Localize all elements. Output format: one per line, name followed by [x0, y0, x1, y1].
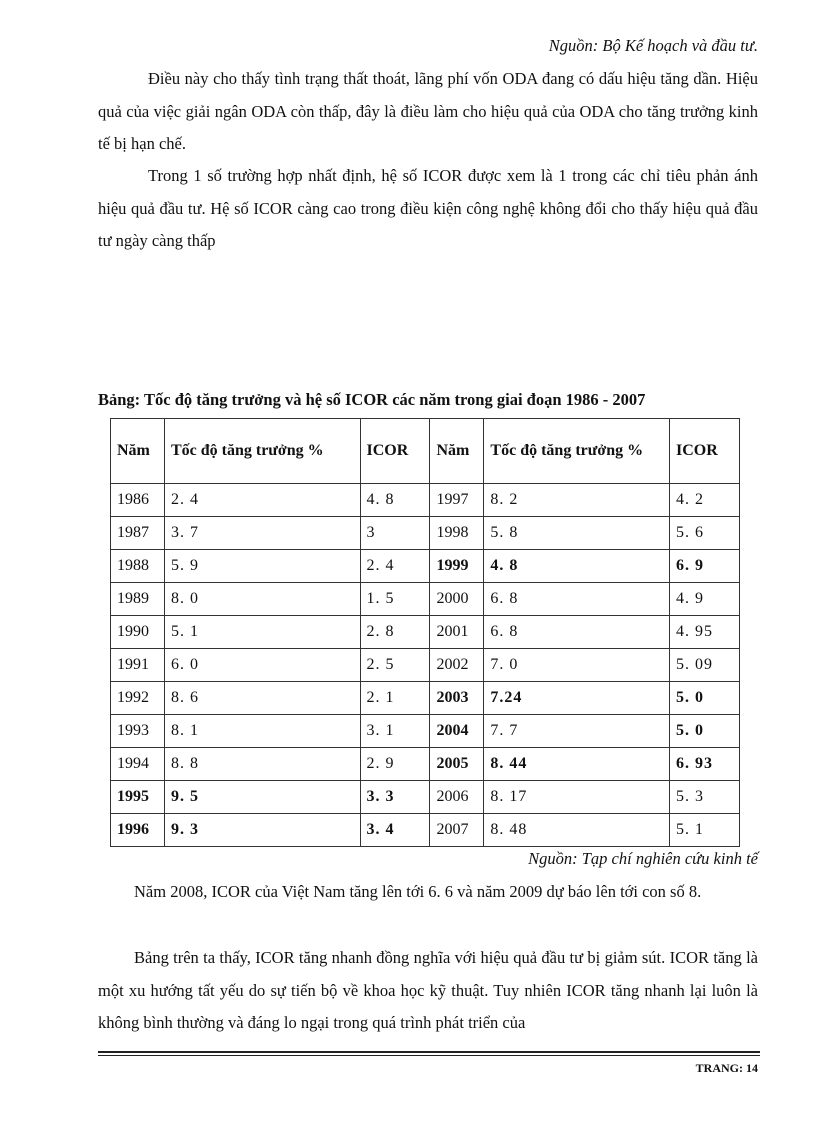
- cell-growth: 8. 8: [164, 748, 360, 781]
- cell-growth: 8. 17: [484, 781, 670, 814]
- cell-icor: 6. 93: [670, 748, 740, 781]
- cell-icor: 3. 4: [360, 814, 430, 847]
- cell-growth: 8. 6: [164, 682, 360, 715]
- cell-icor: 2. 8: [360, 616, 430, 649]
- cell-growth: 6. 0: [164, 649, 360, 682]
- paragraph-icor: Trong 1 số trường hợp nhất định, hệ số ICOR được xem là 1 trong các chỉ tiêu phản ánh hiệu quả đầu tư. Hệ số ICOR càng cao trong điều kiện công nghệ không đổi cho thấy hiệu quả đầu tư ngày càng thấp: [98, 166, 758, 250]
- cell-growth: 8. 1: [164, 715, 360, 748]
- cell-year: 1997: [430, 484, 484, 517]
- cell-icor: 4. 9: [670, 583, 740, 616]
- cell-growth: 7. 0: [484, 649, 670, 682]
- table-row: [111, 682, 740, 715]
- cell-growth: 8. 48: [484, 814, 670, 847]
- cell-growth: 2. 4: [164, 484, 360, 517]
- page-number: TRANG: 14: [695, 1061, 758, 1075]
- cell-icor: 4. 8: [360, 484, 430, 517]
- cell-growth: 5. 9: [164, 550, 360, 583]
- cell-year: 1989: [111, 583, 165, 616]
- cell-year: 1990: [111, 616, 165, 649]
- cell-growth: 5. 8: [484, 517, 670, 550]
- cell-year: 1998: [430, 517, 484, 550]
- cell-icor: 5. 0: [670, 715, 740, 748]
- cell-icor: 2. 9: [360, 748, 430, 781]
- table-row: [111, 550, 740, 583]
- cell-icor: 2. 5: [360, 649, 430, 682]
- cell-icor: 5. 1: [670, 814, 740, 847]
- cell-growth: 7. 7: [484, 715, 670, 748]
- table-row: [111, 616, 740, 649]
- cell-icor: 4. 2: [670, 484, 740, 517]
- header-source: Nguồn: Bộ Kế hoạch và đầu tư.: [548, 36, 758, 55]
- cell-year: 2007: [430, 814, 484, 847]
- table-row: [111, 583, 740, 616]
- cell-growth: 6. 8: [484, 616, 670, 649]
- cell-icor: 5. 6: [670, 517, 740, 550]
- cell-year: 1992: [111, 682, 165, 715]
- cell-icor: 3. 1: [360, 715, 430, 748]
- table-row: [111, 748, 740, 781]
- footer-rule: [98, 1051, 760, 1053]
- cell-year: 2003: [430, 682, 484, 715]
- cell-year: 2004: [430, 715, 484, 748]
- cell-year: 2000: [430, 583, 484, 616]
- table-row: [111, 814, 740, 847]
- cell-icor: 4. 95: [670, 616, 740, 649]
- cell-year: 1996: [111, 814, 165, 847]
- cell-year: 1987: [111, 517, 165, 550]
- cell-growth: 5. 1: [164, 616, 360, 649]
- cell-icor: 5. 0: [670, 682, 740, 715]
- cell-icor: 6. 9: [670, 550, 740, 583]
- cell-year: 1999: [430, 550, 484, 583]
- cell-year: 2002: [430, 649, 484, 682]
- cell-icor: 3: [360, 517, 430, 550]
- cell-growth: 8. 44: [484, 748, 670, 781]
- cell-year: 1993: [111, 715, 165, 748]
- cell-growth: 7.24: [484, 682, 670, 715]
- cell-icor: 2. 4: [360, 550, 430, 583]
- cell-year: 2001: [430, 616, 484, 649]
- table-header-row: [111, 419, 740, 484]
- header-year: Năm: [111, 419, 165, 484]
- cell-year: 1995: [111, 781, 165, 814]
- cell-year: 2006: [430, 781, 484, 814]
- table-row: [111, 517, 740, 550]
- header-year: Năm: [430, 419, 484, 484]
- cell-growth: 8. 2: [484, 484, 670, 517]
- footer-rule: [98, 1055, 760, 1056]
- paragraph-icor-2008: Năm 2008, ICOR của Việt Nam tăng lên tới 6. 6 và năm 2009 dự báo lên tới con số 8.: [134, 882, 702, 901]
- cell-year: 1986: [111, 484, 165, 517]
- header-growth: Tốc độ tăng trưởng %: [164, 419, 360, 484]
- header-icor: ICOR: [360, 419, 430, 484]
- cell-year: 1988: [111, 550, 165, 583]
- table-row: [111, 649, 740, 682]
- table-title: Bảng: Tốc độ tăng trưởng và hệ số ICOR các năm trong giai đoạn 1986 - 2007: [98, 390, 646, 409]
- header-growth: Tốc độ tăng trưởng %: [484, 419, 670, 484]
- table-row: [111, 715, 740, 748]
- cell-growth: 3. 7: [164, 517, 360, 550]
- cell-year: 1994: [111, 748, 165, 781]
- cell-growth: 9. 5: [164, 781, 360, 814]
- cell-growth: 8. 0: [164, 583, 360, 616]
- cell-icor: 3. 3: [360, 781, 430, 814]
- cell-growth: 9. 3: [164, 814, 360, 847]
- paragraph-icor-analysis: Bảng trên ta thấy, ICOR tăng nhanh đồng nghĩa với hiệu quả đầu tư bị giảm sút. ICOR tăng là một xu hướng tất yếu do sự tiến bộ về khoa học kỹ thuật. Tuy nhiên ICOR tăng nhanh lại luôn là không bình thường và đáng lo ngại trong quá trình phát triển của: [98, 948, 758, 1032]
- header-icor: ICOR: [670, 419, 740, 484]
- cell-year: 1991: [111, 649, 165, 682]
- cell-icor: 5. 3: [670, 781, 740, 814]
- paragraph-oda: Điều này cho thấy tình trạng thất thoát, lãng phí vốn ODA đang có dấu hiệu tăng dần. Hiệu quả của việc giải ngân ODA còn thấp, đây là điều làm cho hiệu quả của ODA cho tăng trưởng kinh tế bị hạn chế.: [98, 69, 758, 153]
- table-source: Nguồn: Tạp chí nghiên cứu kinh tế: [528, 849, 758, 868]
- table-row: [111, 484, 740, 517]
- cell-icor: 2. 1: [360, 682, 430, 715]
- cell-growth: 6. 8: [484, 583, 670, 616]
- cell-icor: 5. 09: [670, 649, 740, 682]
- table-row: [111, 781, 740, 814]
- cell-growth: 4. 8: [484, 550, 670, 583]
- cell-year: 2005: [430, 748, 484, 781]
- icor-table: [110, 418, 740, 847]
- cell-icor: 1. 5: [360, 583, 430, 616]
